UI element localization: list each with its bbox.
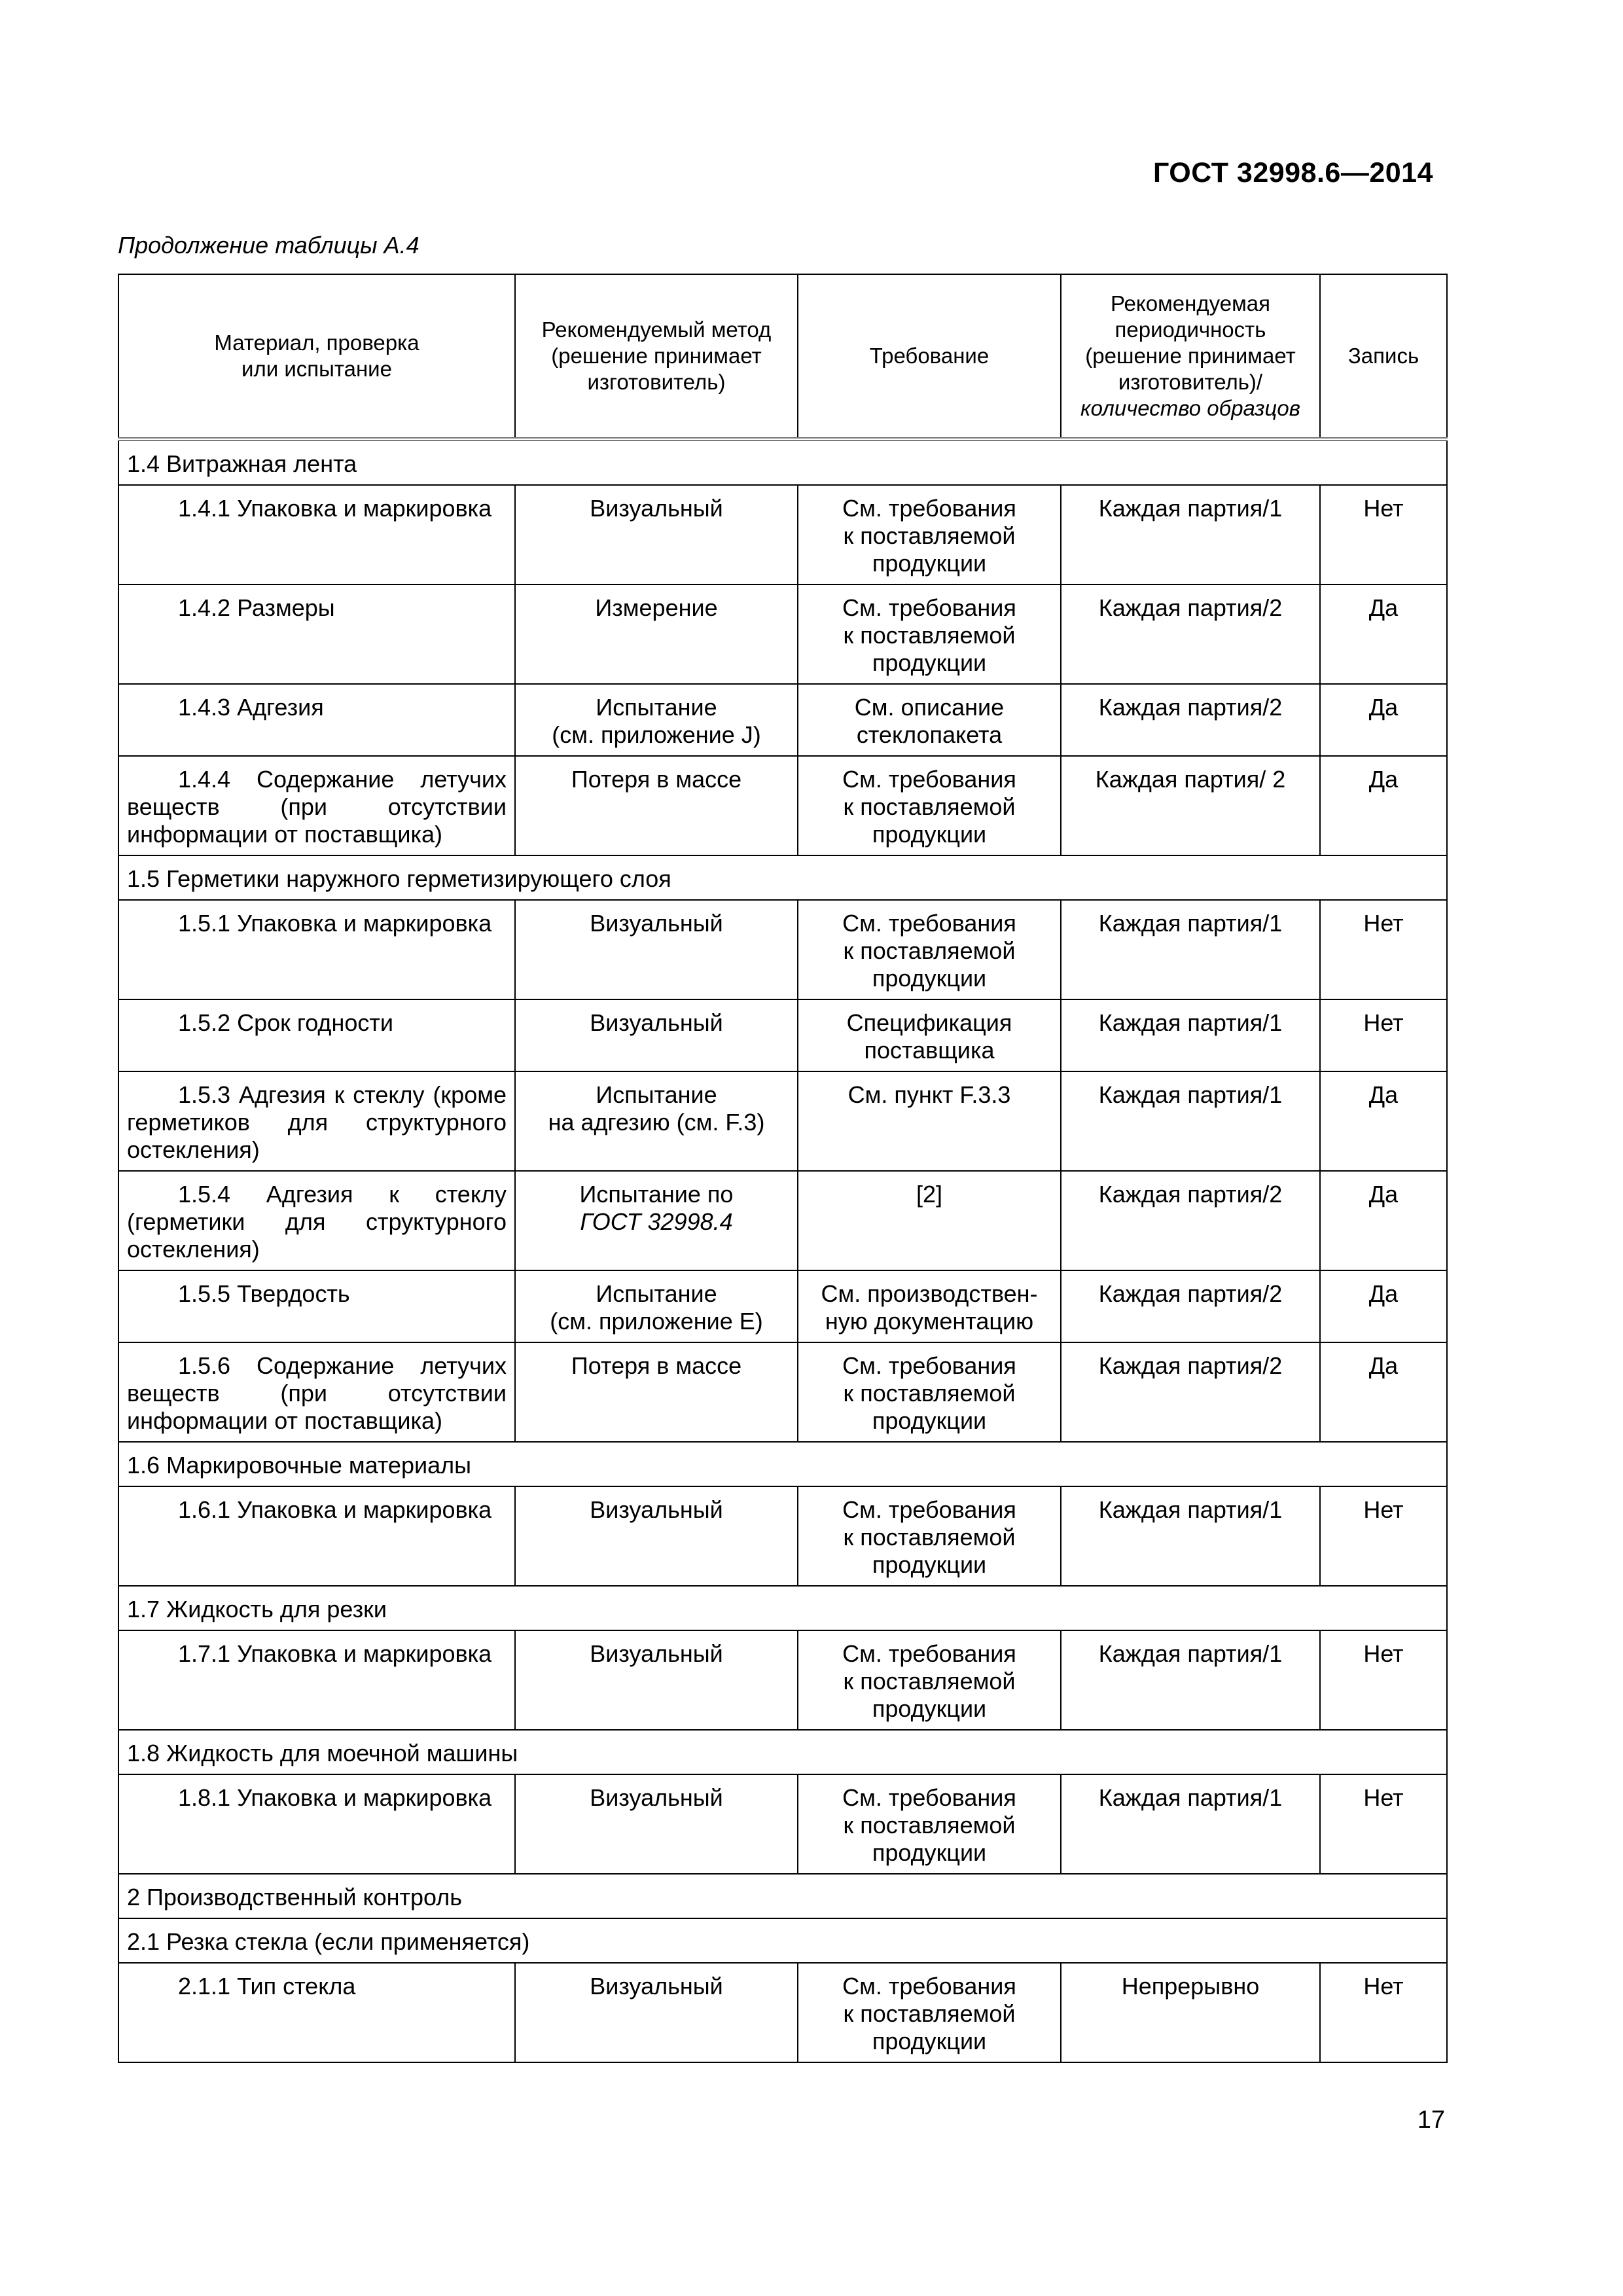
section-title: 2.1 Резка стекла (если применяется)	[118, 1918, 1447, 1963]
cell-periodicity: Каждая партия/1	[1061, 1774, 1320, 1874]
cell-requirement: См. требования к поставляемой продукции	[798, 584, 1061, 684]
cell-material: 1.5.4 Адгезия к стеклу (герметики для структурного остекления)	[118, 1171, 515, 1270]
cell-record: Нет	[1320, 1963, 1447, 2062]
section-title: 2 Производственный контроль	[118, 1874, 1447, 1918]
cell-method: Измерение	[515, 584, 798, 684]
cell-record: Да	[1320, 1342, 1447, 1442]
cell-method: Визуальный	[515, 1963, 798, 2062]
cell-material: 1.6.1 Упаковка и маркировка	[118, 1486, 515, 1586]
cell-requirement: См. требования к поставляемой продукции	[798, 900, 1061, 999]
section-row	[118, 855, 1447, 900]
cell-record: Да	[1320, 1270, 1447, 1342]
section-title: 1.5 Герметики наружного герметизирующего слоя	[118, 855, 1447, 900]
cell-material: 1.5.2 Срок годности	[118, 999, 515, 1071]
table-body	[118, 439, 1447, 2062]
cell-requirement: См. требования к поставляемой продукции	[798, 1342, 1061, 1442]
cell-method: Визуальный	[515, 1774, 798, 1874]
table-row	[118, 1270, 1447, 1342]
table-caption: Продолжение таблицы А.4	[118, 232, 419, 259]
cell-periodicity: Каждая партия/2	[1061, 1171, 1320, 1270]
cell-periodicity: Каждая партия/1	[1061, 999, 1320, 1071]
cell-record: Да	[1320, 756, 1447, 855]
table-row	[118, 1071, 1447, 1171]
cell-record: Нет	[1320, 1630, 1447, 1730]
cell-record: Да	[1320, 684, 1447, 756]
cell-periodicity: Каждая партия/ 2	[1061, 756, 1320, 855]
cell-material: 1.7.1 Упаковка и маркировка	[118, 1630, 515, 1730]
table-row	[118, 1342, 1447, 1442]
table-row	[118, 485, 1447, 584]
cell-method: Испытание (см. приложение Е)	[515, 1270, 798, 1342]
section-row	[118, 1730, 1447, 1774]
cell-periodicity: Каждая партия/1	[1061, 1486, 1320, 1586]
cell-material: 1.5.1 Упаковка и маркировка	[118, 900, 515, 999]
section-row	[118, 1586, 1447, 1630]
table-row	[118, 1171, 1447, 1270]
table-row	[118, 756, 1447, 855]
cell-requirement: См. требования к поставляемой продукции	[798, 1486, 1061, 1586]
cell-record: Нет	[1320, 900, 1447, 999]
cell-requirement: См. требования к поставляемой продукции	[798, 1774, 1061, 1874]
col-method-header: Рекомендуемый метод (решение принимает изготовитель)	[515, 274, 798, 439]
cell-material: 1.4.2 Размеры	[118, 584, 515, 684]
table-row	[118, 584, 1447, 684]
cell-periodicity: Каждая партия/1	[1061, 900, 1320, 999]
cell-method: Визуальный	[515, 999, 798, 1071]
cell-material: 1.5.5 Твердость	[118, 1270, 515, 1342]
table-row	[118, 900, 1447, 999]
cell-record: Нет	[1320, 1774, 1447, 1874]
cell-record: Да	[1320, 584, 1447, 684]
cell-record: Да	[1320, 1071, 1447, 1171]
cell-method: Визуальный	[515, 1630, 798, 1730]
cell-method: Визуальный	[515, 900, 798, 999]
cell-periodicity: Каждая партия/1	[1061, 485, 1320, 584]
col-requirement-header: Требование	[798, 274, 1061, 439]
cell-method: Потеря в массе	[515, 1342, 798, 1442]
cell-method: Испытание по ГОСТ 32998.4	[515, 1171, 798, 1270]
cell-periodicity: Каждая партия/2	[1061, 684, 1320, 756]
section-title: 1.6 Маркировочные материалы	[118, 1442, 1447, 1486]
cell-material: 1.8.1 Упаковка и маркировка	[118, 1774, 515, 1874]
table-row	[118, 999, 1447, 1071]
page-number: 17	[1417, 2106, 1445, 2134]
section-row	[118, 1874, 1447, 1918]
cell-method: Испытание на адгезию (см. F.3)	[515, 1071, 798, 1171]
cell-method: Потеря в массе	[515, 756, 798, 855]
cell-material: 1.4.4 Содержание летучих веществ (при отсутствии информации от поставщика)	[118, 756, 515, 855]
table-row	[118, 1486, 1447, 1586]
cell-method: Визуальный	[515, 485, 798, 584]
cell-requirement: См. требования к поставляемой продукции	[798, 1963, 1061, 2062]
section-row	[118, 439, 1447, 485]
cell-requirement: См. требования к поставляемой продукции	[798, 1630, 1061, 1730]
section-title: 1.8 Жидкость для моечной машины	[118, 1730, 1447, 1774]
cell-requirement: См. требования к поставляемой продукции	[798, 756, 1061, 855]
cell-record: Да	[1320, 1171, 1447, 1270]
table-row	[118, 1630, 1447, 1730]
cell-material: 1.5.6 Содержание летучих веществ (при отсутствии информации от поставщика)	[118, 1342, 515, 1442]
section-row	[118, 1442, 1447, 1486]
col-record-header: Запись	[1320, 274, 1447, 439]
table-row	[118, 684, 1447, 756]
cell-method: Испытание (см. приложение J)	[515, 684, 798, 756]
cell-record: Нет	[1320, 1486, 1447, 1586]
inspection-table	[118, 274, 1448, 2063]
cell-periodicity: Каждая партия/1	[1061, 1071, 1320, 1171]
cell-record: Нет	[1320, 485, 1447, 584]
cell-material: 2.1.1 Тип стекла	[118, 1963, 515, 2062]
section-row	[118, 1918, 1447, 1963]
cell-material: 1.5.3 Адгезия к стеклу (кроме герметиков для структурного остекления)	[118, 1071, 515, 1171]
cell-requirement: Спецификация поставщика	[798, 999, 1061, 1071]
cell-material: 1.4.1 Упаковка и маркировка	[118, 485, 515, 584]
cell-periodicity: Непрерывно	[1061, 1963, 1320, 2062]
document-code: ГОСТ 32998.6—2014	[1152, 157, 1433, 188]
table-row	[118, 1774, 1447, 1874]
cell-requirement: См. пункт F.3.3	[798, 1071, 1061, 1171]
cell-periodicity: Каждая партия/2	[1061, 584, 1320, 684]
table-header-row	[118, 274, 1447, 439]
col-periodicity-header: Рекомендуемая периодичность (решение принимает изготовитель)/ количество образцов	[1061, 274, 1320, 439]
cell-material: 1.4.3 Адгезия	[118, 684, 515, 756]
cell-record: Нет	[1320, 999, 1447, 1071]
cell-periodicity: Каждая партия/2	[1061, 1342, 1320, 1442]
cell-periodicity: Каждая партия/2	[1061, 1270, 1320, 1342]
col-material-header: Материал, проверка или испытание	[118, 274, 515, 439]
section-title: 1.4 Витражная лента	[118, 439, 1447, 485]
cell-method: Визуальный	[515, 1486, 798, 1586]
table-row	[118, 1963, 1447, 2062]
section-title: 1.7 Жидкость для резки	[118, 1586, 1447, 1630]
cell-requirement: См. производствен- ную документацию	[798, 1270, 1061, 1342]
cell-requirement: См. описание стеклопакета	[798, 684, 1061, 756]
cell-requirement: См. требования к поставляемой продукции	[798, 485, 1061, 584]
cell-periodicity: Каждая партия/1	[1061, 1630, 1320, 1730]
cell-requirement: [2]	[798, 1171, 1061, 1270]
